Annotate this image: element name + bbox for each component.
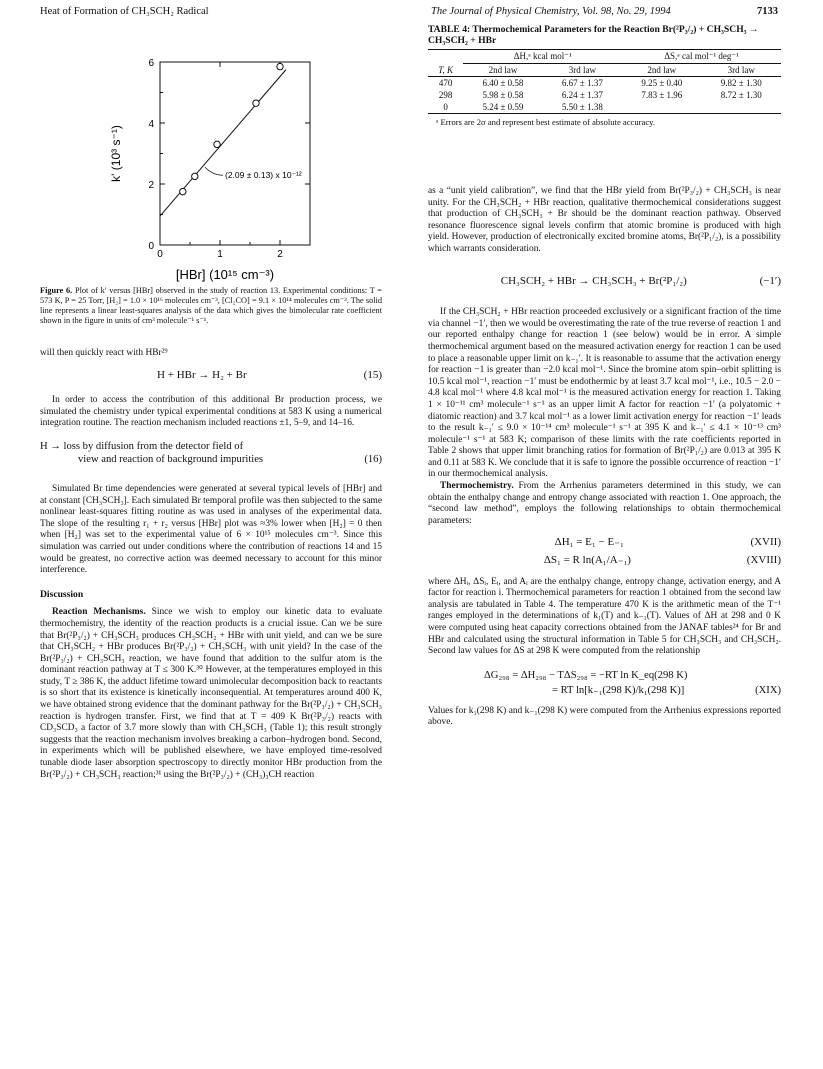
table-cell [702,101,781,114]
thermochemistry-heading: Thermochemistry. [440,481,514,492]
table-4-col-t: T, K [438,64,454,75]
table-4 [428,24,781,127]
table-4-grid [428,49,781,114]
y-axis-label: k' (10³ s⁻¹) [109,125,123,182]
y-tick-label: 2 [148,180,154,191]
annotation-pointer [205,167,223,175]
data-point [253,100,259,106]
equation-minus-1-prime-number: (−1′) [759,274,781,287]
table-cell: 9.82 ± 1.30 [720,78,762,88]
data-point [277,63,283,69]
equation-minus-1-prime [428,276,781,288]
left-paragraph-4 [40,607,382,781]
equation-xvii-text: ΔH₁ = E₁ − E₋₁ [554,536,624,549]
equation-xix-number: (XIX) [755,684,781,696]
equation-xix-line-1: ΔG₂₉₈ = ΔH₂₉₈ − TΔS₂₉₈ = −RT ln K_eq(298 K) [484,669,688,681]
table-cell: 6.67 ± 1.37 [561,78,603,88]
table-cell: 5.98 ± 0.58 [482,90,524,100]
y-tick-label: 0 [148,241,154,252]
table-cell: 0 [443,102,448,112]
table-cell: 298 [438,90,453,100]
equation-xix-line-2: = RT ln[k₋₁(298 K)/k₁(298 K)] [552,684,685,696]
right-paragraph-4: where ΔHᵢ, ΔSᵢ, Eᵢ, and Aᵢ are the enthalpy change, entropy change, activation energy, and A factor for reaction i. Thermochemical parameters for reaction 1 obtained from the second law analysis are tabulated in Table 4. The temperature 470 K is the arithmetic mean of the T⁻¹ ranges employed in the determinations of k₁(T) and k₋₁(T). Values of ΔH at 298 and 0 K were computed using heat capacity corrections obtained from the JANAF tables²⁴ for Br and HBr and calculated using the structural information in Table 5 for CH₃SCH₃ and CH₃SCH₂. Second law values for ΔS at 298 K were computed from the relationship [428,576,781,657]
table-4-sub-header: 3rd law [727,65,755,75]
table-cell: 6.40 ± 0.58 [482,78,524,88]
table-row [428,101,781,114]
table-4-sub-header: 2nd law [488,65,518,75]
data-point [214,141,220,147]
y-tick-label: 4 [148,119,154,130]
reaction-mechanisms-heading: Reaction Mechanisms. [52,607,146,618]
equation-xvii-number: (XVII) [750,536,781,549]
x-axis-label: [HBr] (10¹⁵ cm⁻³) [175,267,275,282]
x-tick-label: 0 [157,249,163,260]
data-point [192,173,198,179]
table-4-title: TABLE 4: Thermochemical Parameters for the Reaction Br(²P₃/₂) + CH₃SCH₃ → CH₃SCH₂ + HBr [428,24,759,46]
left-paragraph-3: Simulated Br time dependencies were generated at several typical levels of [HBr] and at constant [CH₃SCH₃]. Each simulated Br temporal profile was then subjected to the same nonlinear least-squares fitting routine as was used in analyses of the experimental data. The slope of the resulting r₁ + r₂ versus [HBr] plot was ≈3% lower when [H₂] = 0 then when [H₂] was set to the experimental value of 6 × 10¹⁵ molecules cm⁻³. Since this simulation was carried out under conditions where the contribution of reactions 14 and 15 would be greatest, no corrective action was deemed necessary to account for this minor interference. [40,483,382,576]
table-cell: 6.24 ± 1.37 [561,90,603,100]
table-4-group-ds: ΔS,ᵃ cal mol⁻¹ deg⁻¹ [622,50,781,64]
table-cell: 5.24 ± 0.59 [482,102,524,112]
running-header-journal: The Journal of Physical Chemistry, Vol. 98, No. 29, 1994 [431,6,671,17]
equation-xix [428,668,781,698]
right-paragraph-1: as a “unit yield calibration”, we find that the HBr yield from Br(²P₃/₂) + CH₃SCH₃ is near unity. For the CH₃SCH₂ + HBr reaction, qualitative thermochemical considerations suggest that production of CH₃SCH₃ + Br should be the dominant reaction pathway. Observed resonance fluorescence signal levels confirm that atomic bromine is produced with high yield. However, production of electronically excited bromine atoms, Br(²P₁/₂), is a possibility which warrants consideration. [428,186,781,254]
equation-16-line-1: H → loss by diffusion from the detector field of [40,440,244,452]
y-tick-label: 6 [148,58,154,69]
plot-frame [160,62,310,245]
right-paragraph-5: Values for k₁(298 K) and k₋₁(298 K) were computed from the Arrhenius expressions reported above. [428,705,781,728]
figure-6-label: Figure 6. [40,286,73,295]
table-4-group-dh: ΔH,ᵃ kcal mol⁻¹ [463,50,622,64]
equation-16-number: (16) [364,453,382,465]
table-4-sub-header: 2nd law [647,65,677,75]
table-cell: 5.50 ± 1.38 [561,102,603,112]
figure-6-caption [40,286,382,326]
table-cell: 470 [438,78,453,88]
figure-6-chart [40,50,340,290]
right-paragraph-3-text: From the Arrhenius parameters determined in this study, we can obtain the enthalpy change and entropy change associated with reaction 1. One approach, the “second law method”, employs the following relationships to obtain thermochemical parameters: [428,481,781,526]
right-paragraph-3 [428,481,781,527]
left-paragraph-4-text: Since we wish to employ our kinetic data to evaluate thermochemistry, the identity of the reaction products is a crucial issue. Can we be sure that Br(²P₃/₂) + CH₃SCH₃ produces CH₃SCH₂ + HBr with unit yield, and can we be sure that CH₃SCH₂ + HBr produces Br(²P₃/₂) + CH₃SCH₃ with unit yield? In the case of the Br(²P₃/₂) + CH₃SCH₃ reaction, we have found that addition to the sulfur atom is the dominant reaction pathway at T ≤ 300 K.³⁰ However, at the temperatures employed in this study, T ≥ 386 K, the adduct lifetime toward unimolecular decomposition back to reactants is so short that its existence is kinetically inconsequential. At temperatures around 400 K, we have obtained strong evidence that the dominant pathway for the Br(²P₃/₂) + CH₃SCH₃ reaction is hydrogen transfer. First, we find that at T = 409 K Br(²P₃/₂) reacts with CD₃SCD₃ a factor of 3.7 more slowly than with CH₃SCH₃ (Table 1); this result strongly suggests that the reaction mechanism involves breaking a carbon–hydrogen bond. Second, in experiments which will be published elsewhere, we have employed time-resolved tunable diode laser absorption spectroscopy to directly monitor HBr production from the Br(²P₃/₂) + CH₃SCH₃ reaction;³¹ using the Br(²P₃/₂) + (CH₃)₃CH reaction [40,607,383,780]
right-paragraph-2: If the CH₃SCH₂ + HBr reaction proceeded exclusively or a significant fraction of the time via channel −1′, then we would be overestimating the rate of the true reverse of reaction 1 and our reported enthalpy change for reaction 1 (see below) would be in error. A simple thermochemical argument based on the measured activation energy for reaction 1 can be used to place a reasonable upper limit on k₋₁′. It is reasonable to assume that the activation energy for reaction −1 is greater than −2.0 kcal mol⁻¹. Since the bromine atom spin–orbit splitting is 10.5 kcal mol⁻¹, reaction −1′ must be endothermic by at least 3.7 kcal mol⁻¹, i.e., 10.5 − 2.0 − 4.8 kcal mol⁻¹ where 4.8 kcal mol⁻¹ is the measured activation energy for reaction 1. Taking 1 × 10⁻¹¹ cm³ molecule⁻¹ s⁻¹ as an upper limit A factor for reaction −1′ (a polyatomic + diatomic reaction) and 3.7 kcal mol⁻¹ as a lower limit activation energy for reaction −1′ leads to the result k₋₁′ ≤ 9.0 × 10⁻¹⁴ cm³ molecule⁻¹ s⁻¹ at 395 K and k₋₁′ ≤ 4.1 × 10⁻¹³ cm³ molecule⁻¹ s⁻¹ at 583 K; comparison of these limits with the rate coefficients reported in Table 2 shows that upper limit branching ratios for formation of Br(²P₁/₂) are 0.013 at 395 K and 0.11 at 583 K. We conclude that it is safe to ignore the possible occurrence of reaction −1′ in our thermochemical analysis. [428,307,781,480]
equation-16-line-2: view and reaction of background impurities [78,453,264,465]
equation-xviii-text: ΔS₁ = R ln(A₁/A₋₁) [543,554,631,567]
equation-xviii [428,555,781,567]
equation-16 [40,440,382,466]
figure-6-caption-text: Plot of k′ versus [HBr] observed in the study of reaction 13. Experimental conditions: T = 573 K, P = 25 Torr, [H₂] = 1.0 × 10¹⁶ molecules cm⁻³, [Cl₂CO] = 9.1 × 10¹⁴ molecules cm⁻³. The solid line represents a linear least-squares analysis of the data which gives the bimolecular rate coefficient shown in the figure in units of cm³ molecule⁻¹ s⁻¹. [40,286,382,325]
equation-15 [40,370,382,382]
table-row [428,77,781,90]
fit-annotation: (2.09 ± 0.13) x 10⁻¹² [225,170,302,181]
table-cell: 7.83 ± 1.96 [641,90,683,100]
table-4-sub-header: 3rd law [568,65,596,75]
table-cell [622,101,701,114]
left-paragraph-2: In order to access the contribution of this additional Br production process, we simulated the chemistry under typical experimental conditions at 583 K using a numerical integration routine. The reaction mechanism included reactions ±1, 5–9, and 14–16. [40,395,382,429]
table-cell: 8.72 ± 1.30 [720,90,762,100]
discussion-heading: Discussion [40,588,84,600]
data-point [180,188,186,194]
table-row [428,89,781,101]
x-tick-label: 1 [217,249,223,260]
running-header-title: Heat of Formation of CH₃SCH₂ Radical [40,6,209,17]
equation-xviii-number: (XVIII) [746,554,781,567]
fit-line [160,70,286,216]
table-cell: 9.25 ± 0.40 [641,78,683,88]
right-column [428,186,781,729]
left-paragraph-1: will then quickly react with HBr²⁹ [40,348,168,358]
x-tick-label: 2 [277,249,283,260]
left-column [40,348,382,781]
equation-15-number: (15) [363,368,382,381]
equation-15-text: H + HBr → H₂ + Br [157,368,247,381]
equation-xvii [428,537,781,549]
equation-minus-1-prime-text: CH₃SCH₂ + HBr → CH₃SCH₃ + Br(²P₁/₂) [500,274,687,287]
table-4-footnote: ᵃ Errors are 2σ and represent best estimate of absolute accuracy. [436,117,656,127]
page-number: 7133 [757,6,778,17]
